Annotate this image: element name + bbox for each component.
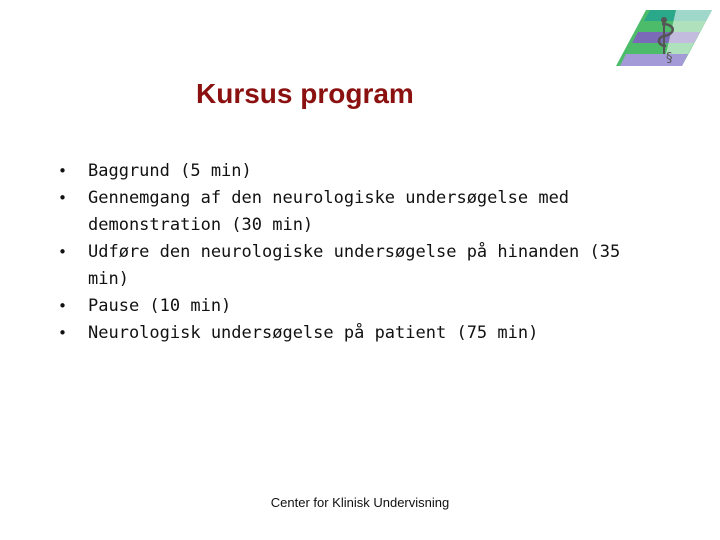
bullet-icon: • (58, 189, 68, 207)
list-item-text: Udføre den neurologiske undersøgelse på hinanden (35 min) (88, 242, 621, 289)
list-item (58, 158, 658, 185)
list-item (58, 239, 658, 293)
list-item-text: Baggrund (5 min) (88, 161, 252, 181)
footer-text: Center for Klinisk Undervisning (270, 495, 450, 510)
bullet-icon: • (58, 162, 68, 180)
course-program-list (58, 158, 658, 347)
bullet-icon: • (58, 297, 68, 315)
slide-title: Kursus program (196, 78, 414, 109)
bullet-icon: • (58, 324, 68, 342)
svg-text:§: § (666, 51, 673, 66)
list-item-text: Neurologisk undersøgelse på patient (75 min) (88, 323, 539, 343)
list-item-text: Pause (10 min) (88, 296, 232, 316)
list-item-text: Gennemgang af den neurologiske undersøgelse med demonstration (30 min) (88, 188, 570, 235)
bullet-icon: • (58, 243, 68, 261)
list-item (58, 293, 658, 320)
caduceus-paragraph-logo-icon (616, 10, 712, 66)
list-item (58, 185, 658, 239)
list-item (58, 320, 658, 347)
